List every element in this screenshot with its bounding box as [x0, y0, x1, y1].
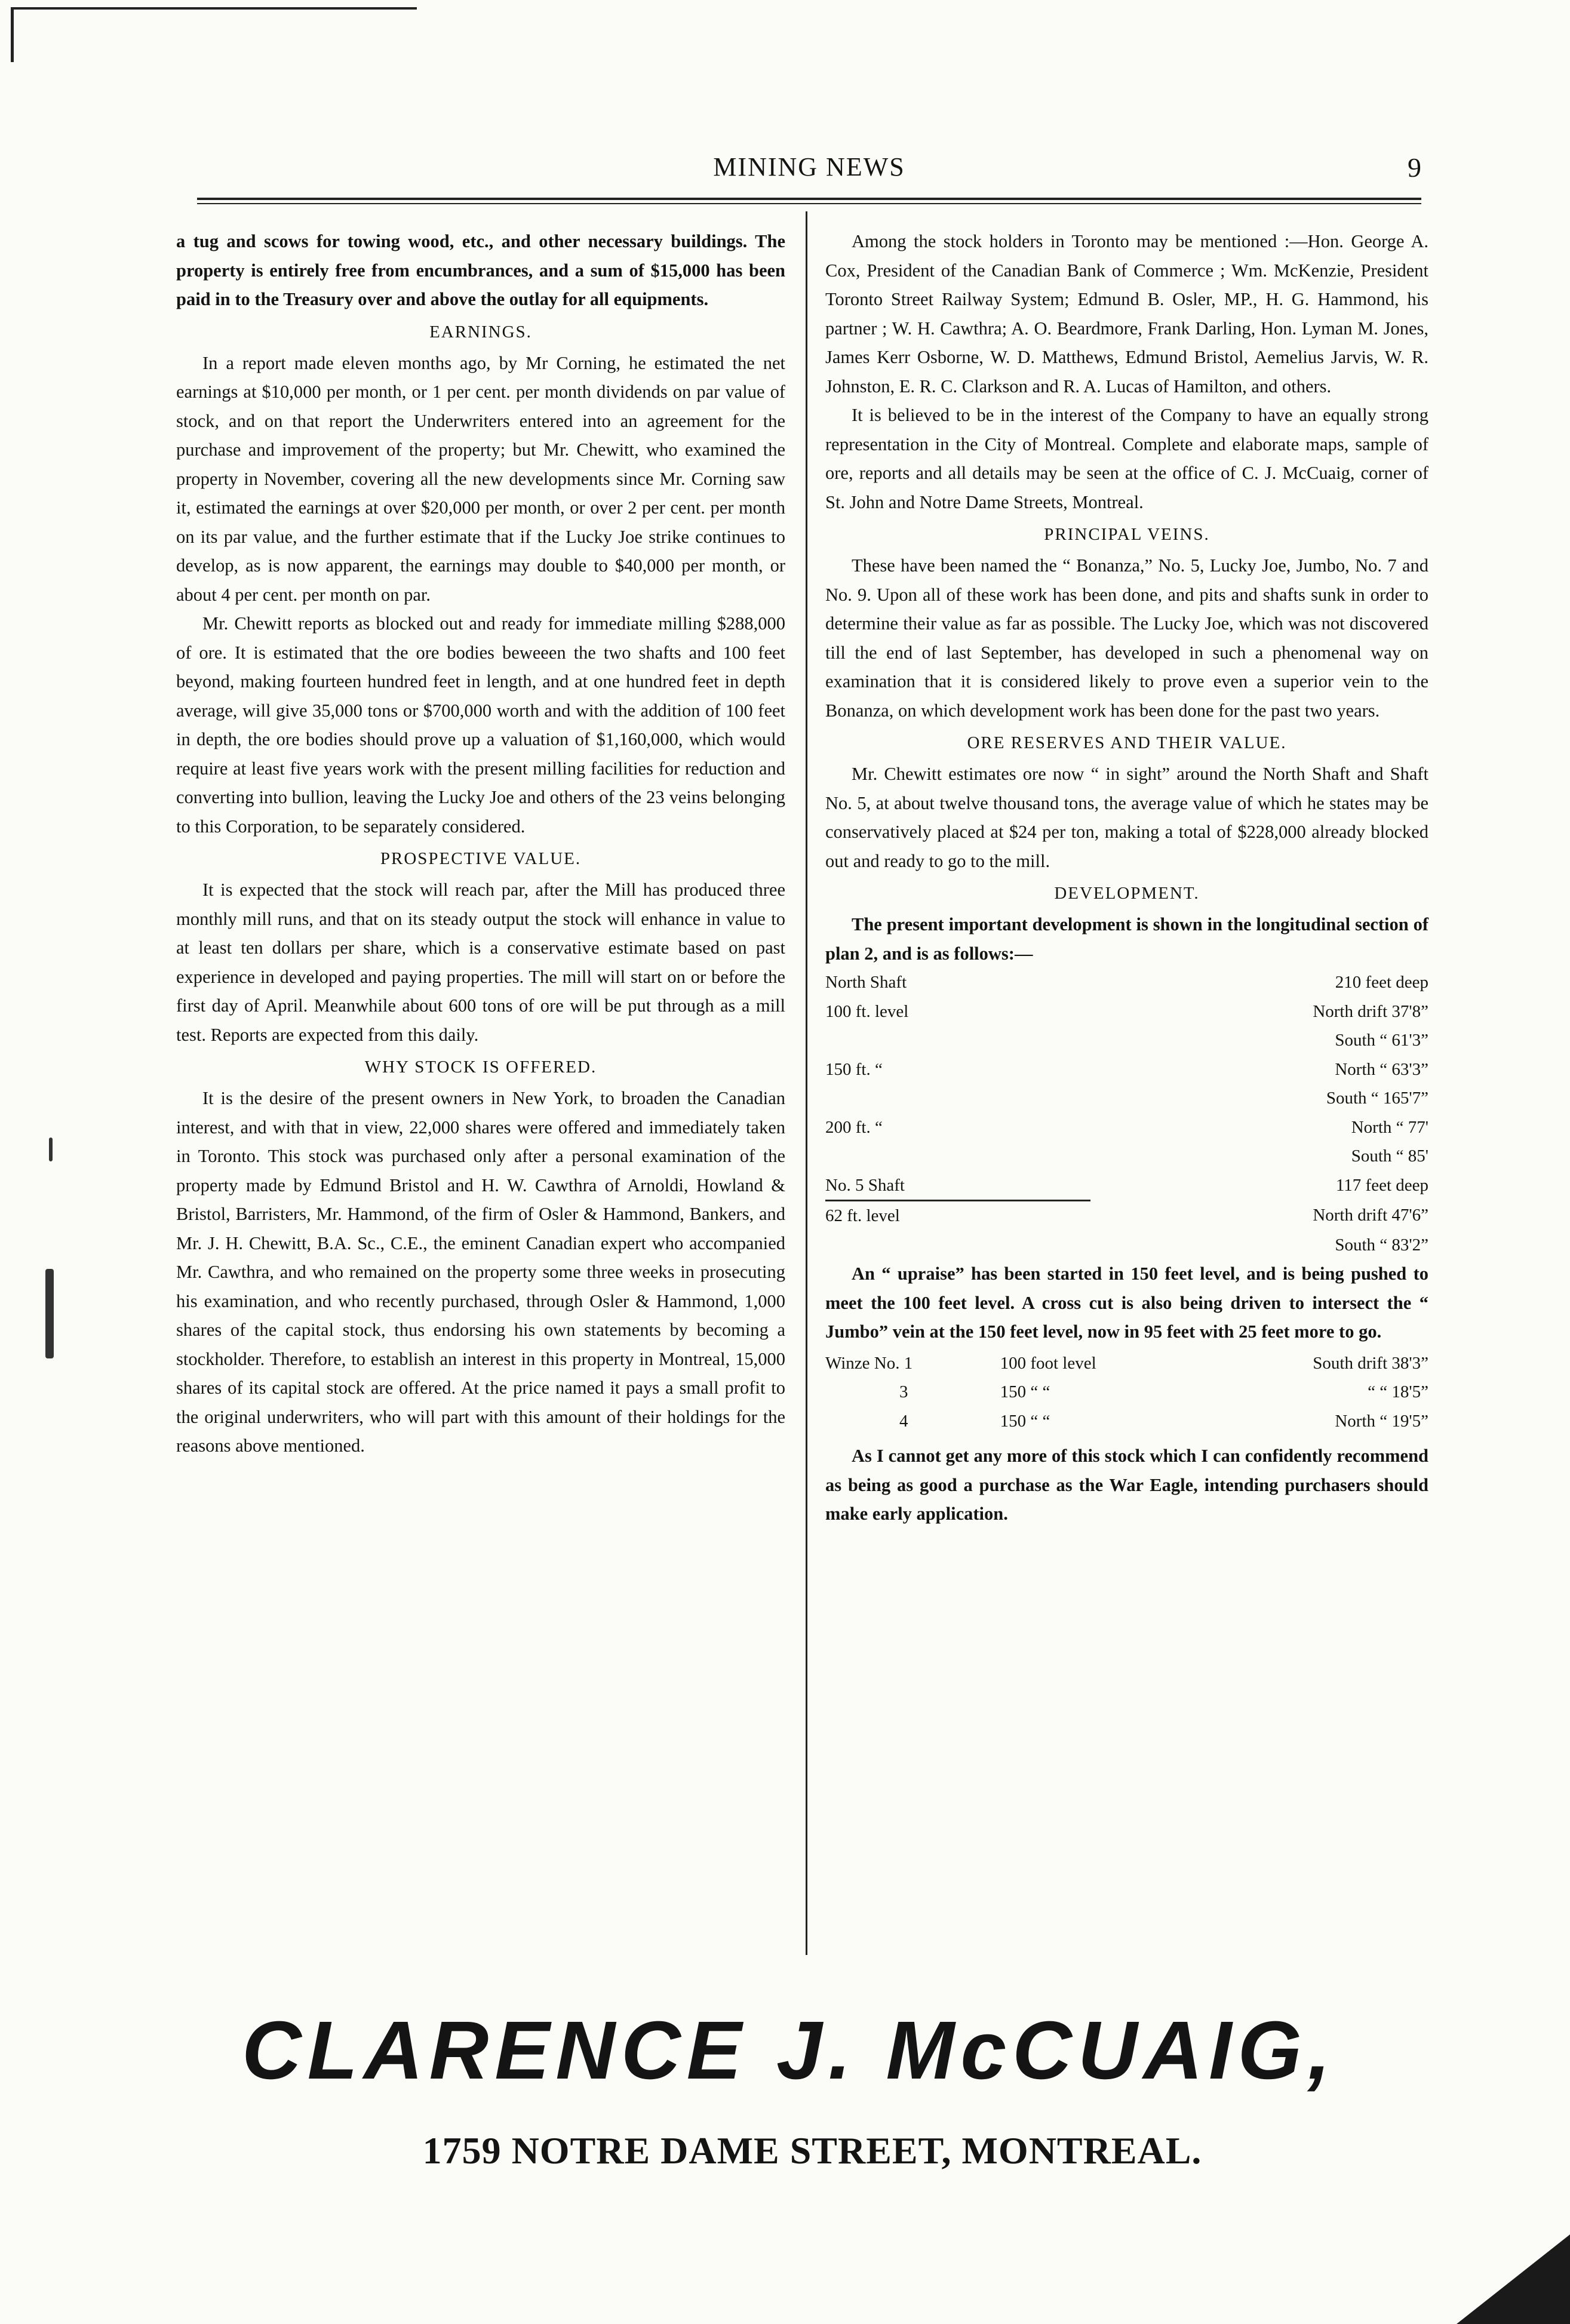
advertiser-name: CLARENCE J. McCUAIG,	[242, 2005, 1337, 2096]
upraise-paragraph: An “ upraise” has been started in 150 feet level, and is being pushed to meet the 100 feet level. A cross cut is also being driven to intersect the “ Jumbo” vein at the 150 feet level, now in 95 feet with 25 feet more to go.	[825, 1264, 1428, 1342]
table-row	[825, 1171, 1428, 1201]
table-row	[825, 968, 1428, 997]
earnings-paragraph: In a report made eleven months ago, by Mr Corning, he estimated the net earnings at $10,000 per month, or 1 per cent. per month dividends on par value of stock, and on that report the Underwriters entered into an agreement for the purchase and improvement of the property; but Mr. Chewitt, who examined the property in November, covering all the new developments since Mr. Corning saw it, estimated the earnings at over $20,000 per month, or over 2 per cent. per month on its par value, and the further estimate that if the Lucky Joe strike continues to develop, as is now apparent, the earnings may double to $40,000 per month, or about 4 per cent. per month on par.	[176, 352, 785, 605]
table-cell	[825, 1231, 1090, 1260]
reserves-paragraph: Mr. Chewitt estimates ore now “ in sight” around the North Shaft and Shaft No. 5, at about twelve thousand tons, the average value of which he states may be conservatively placed at $24 per ton, making a total of $228,000 already blocked out and ready to go to the mill.	[825, 764, 1428, 871]
table-cell: 100 ft. level	[825, 1001, 909, 1021]
table-cell: Winze No. 1	[825, 1353, 913, 1373]
table-row	[825, 1026, 1428, 1055]
heading-prospective-value: PROSPECTIVE VALUE.	[380, 849, 582, 868]
table-cell: South “ 85'	[1351, 1146, 1428, 1166]
table-cell: 3	[899, 1382, 908, 1401]
margin-mark	[45, 1269, 54, 1358]
table-cell: 100 foot level	[1000, 1353, 1096, 1373]
table-cell	[825, 1084, 1090, 1113]
table-row	[825, 997, 1428, 1026]
table-row	[825, 1231, 1428, 1260]
margin-mark	[49, 1138, 53, 1161]
table-row	[825, 1201, 1428, 1231]
table-cell: “ “ 18'5”	[1368, 1382, 1428, 1401]
intro-paragraph: a tug and scows for towing wood, etc., and other necessary buildings. The property is entirely free from encumbrances, and a sum of $15,000 has been paid in to the Treasury over and above the outlay for all equipments.	[176, 231, 785, 309]
table-cell: North “ 77'	[1351, 1117, 1428, 1137]
header-rule	[197, 198, 1421, 200]
table-cell: North drift 47'6”	[1313, 1205, 1428, 1225]
heading-why-stock-offered: WHY STOCK IS OFFERED.	[364, 1058, 597, 1077]
table-cell: 150 “ “	[1000, 1382, 1050, 1401]
heading-earnings: EARNINGS.	[429, 322, 532, 342]
table-cell	[825, 1026, 1090, 1055]
table-cell: North “ 63'3”	[1335, 1059, 1428, 1079]
veins-paragraph: These have been named the “ Bonanza,” No. 5, Lucky Joe, Jumbo, No. 7 and No. 9. Upon all of these work has been done, and pits and shafts sunk in order to determine their value as far as possible. The Lucky Joe, which was not discovered till the end of last September, has developed in such a phenomenal way on examination that it is considered likely to prove even a superior vein to the Bonanza, on which development work has been done for the past two years.	[825, 555, 1428, 721]
page-number: 9	[1408, 152, 1421, 183]
table-cell: 210 feet deep	[1335, 973, 1428, 992]
table-cell: 150 “ “	[1000, 1411, 1050, 1431]
heading-principal-veins: PRINCIPAL VEINS.	[1044, 525, 1210, 544]
heading-development: DEVELOPMENT.	[1054, 884, 1200, 903]
page-corner-mark	[1433, 2222, 1570, 2324]
closing-paragraph: As I cannot get any more of this stock which I can confidently recommend as being as good a purchase as the War Eagle, intending purchasers should make early application.	[825, 1446, 1428, 1524]
table-cell: 4	[899, 1411, 908, 1431]
table-cell: South “ 165'7”	[1326, 1089, 1428, 1108]
prospective-paragraph: It is expected that the stock will reach par, after the Mill has produced three monthly mill runs, and that on its steady output the stock will enhance in value to at least ten dollars per share, which is a conservative estimate based on past experience in developed and paying properties. The mill will start on or before the first day of April. Meanwhile about 600 tons of ore will be put through as a mill test. Reports are expected from this daily.	[176, 880, 785, 1045]
header-rule-thin	[197, 203, 1421, 204]
table-row	[825, 1407, 1428, 1436]
table-cell: North Shaft	[825, 973, 907, 992]
table-row	[825, 1378, 1428, 1407]
table-row	[825, 1142, 1428, 1171]
left-column	[176, 227, 785, 1461]
column-divider	[806, 211, 807, 1955]
milling-paragraph: Mr. Chewitt reports as blocked out and ready for immediate milling $288,000 of ore. It is estimated that the ore bodies beweeen the two shafts and 100 feet beyond, making fourteen hundred feet in length, and at one hundred feet in depth average, will give 35,000 tons or $700,000 worth and with the addition of 100 feet in depth, the ore bodies should prove up a valuation of $1,160,000, which would require at least five years work with the present milling facilities for reduction and converting into bullion, leaving the Lucky Joe and others of the 23 veins belonging to this Corporation, to be separately considered.	[176, 613, 785, 837]
table-cell: South “ 83'2”	[1335, 1235, 1428, 1255]
development-paragraph: The present important development is shown in the longitudinal section of plan 2, and is as follows:—	[825, 914, 1428, 964]
winze-table	[825, 1349, 1428, 1436]
advertiser-address: 1759 NOTRE DAME STREET, MONTREAL.	[422, 2129, 1202, 2172]
heading-ore-reserves: ORE RESERVES AND THEIR VALUE.	[967, 733, 1287, 752]
table-cell: North “ 19'5”	[1335, 1411, 1428, 1431]
table-cell: 117 feet deep	[1335, 1175, 1428, 1195]
table-row	[825, 1349, 1428, 1378]
scan-border-left	[11, 7, 14, 62]
table-cell: South drift 38'3”	[1313, 1353, 1428, 1373]
scan-border-top	[11, 7, 417, 10]
table-cell: 200 ft. “	[825, 1117, 883, 1137]
table-cell	[825, 1142, 1090, 1171]
table-cell: 62 ft. level	[825, 1206, 900, 1225]
table-cell: No. 5 Shaft	[825, 1171, 1090, 1201]
right-column	[825, 227, 1428, 1529]
stockholders-paragraph: Among the stock holders in Toronto may be mentioned :—Hon. George A. Cox, President of the Canadian Bank of Commerce ; Wm. McKenzie, President Toronto Street Railway System; Edmund B. Osler, MP., H. G. Hammond, his partner ; W. H. Cawthra; A. O. Beardmore, Frank Darling, Hon. Lyman M. Jones, James Kerr Osborne, W. D. Matthews, Edmund Bristol, Aemelius Jarvis, W. R. Johnston, E. R. C. Clarkson and R. A. Lucas of Hamilton, and others.	[825, 231, 1428, 396]
why-offered-paragraph: It is the desire of the present owners in New York, to broaden the Canadian interest, and with that in view, 22,000 shares were offered and immediately taken in Toronto. This stock was purchased only after a personal examination of the property made by Edmund Bristol and H. W. Cawthra of Arnoldi, Howland & Bristol, Barristers, Mr. Hammond, of the firm of Osler & Hammond, Bankers, and Mr. J. H. Chewitt, B.A. Sc., C.E., the eminent Canadian expert who accompanied Mr. Cawthra, and who remained on the property some three weeks in prosecuting his examination, and who recently purchased, through Osler & Hammond, 1,000 shares of the capital stock, thus endorsing his own statements by becoming a stockholder. Therefore, to establish an interest in this property in Montreal, 15,000 shares of its capital stock are offered. At the price named it pays a small profit to the original underwriters, who will part with this amount of their holdings for the reasons above mentioned.	[176, 1088, 785, 1456]
table-cell: 150 ft. “	[825, 1059, 883, 1079]
table-row	[825, 1113, 1428, 1142]
development-table	[825, 968, 1428, 1259]
table-cell: North drift 37'8”	[1313, 1001, 1428, 1021]
table-row	[825, 1084, 1428, 1113]
table-row	[825, 1055, 1428, 1084]
page-header	[197, 149, 1421, 191]
montreal-interest-paragraph: It is believed to be in the interest of the Company to have an equally strong representation in the City of Montreal. Complete and elaborate maps, sample of ore, reports and all details may be seen at the office of C. J. McCuaig, corner of St. John and Notre Dame Streets, Montreal.	[825, 405, 1428, 512]
running-title: MINING NEWS	[713, 152, 905, 182]
table-cell: South “ 61'3”	[1335, 1031, 1428, 1050]
